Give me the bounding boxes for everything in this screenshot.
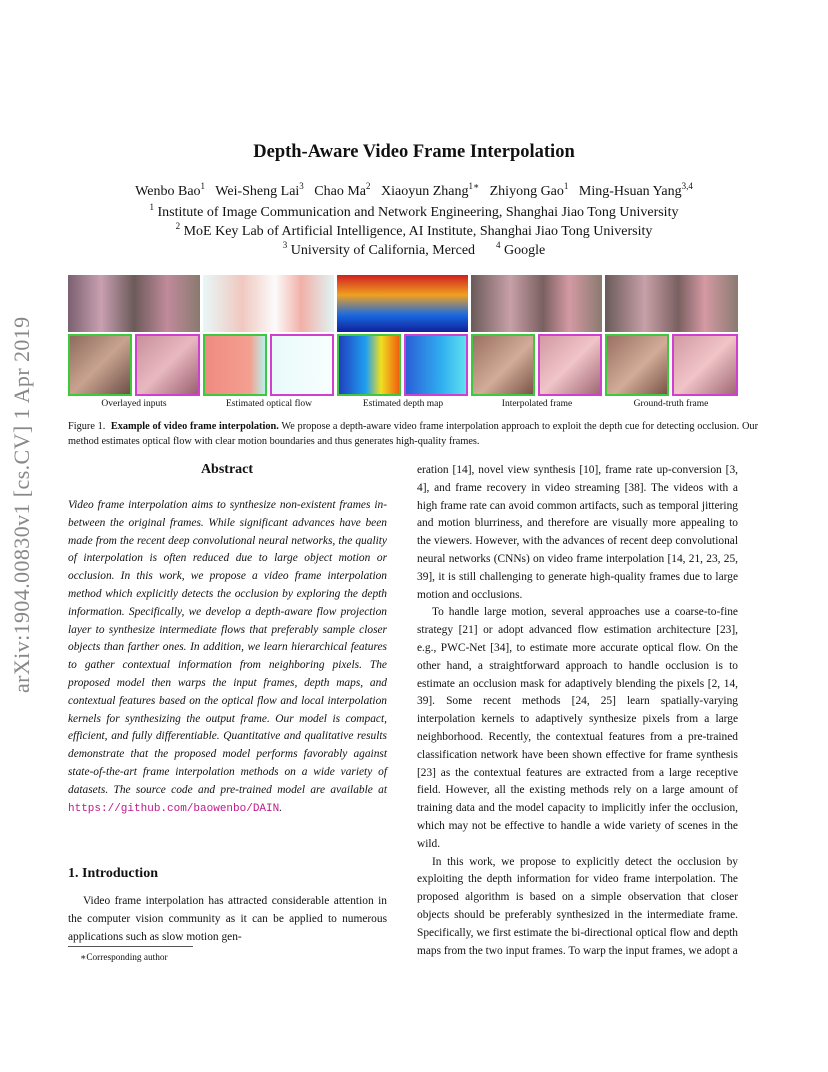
section-heading-introduction: 1. Introduction xyxy=(68,866,158,881)
depth-map-crop-2 xyxy=(404,334,468,396)
affiliation-1: $^1$ Institute of Image Communication and Network Engineering, Shanghai Jiao Tong University xyxy=(149,202,679,220)
abstract-heading: Abstract xyxy=(200,462,254,477)
ground-truth-frame-crop-2 xyxy=(672,334,738,396)
optical-flow-crop-1 xyxy=(203,334,267,396)
figure-label: Ground-truth frame xyxy=(633,399,709,409)
author: Zhiyong Gao xyxy=(489,184,564,199)
optical-flow-image xyxy=(203,275,334,332)
figure-label: Overlayed inputs xyxy=(101,399,167,409)
introduction-paragraph: Video frame interpolation has attracted considerable attention in the computer vision community as it can be applied to numerous applications such as slow motion gen- xyxy=(68,895,387,943)
overlayed-inputs-crop-1 xyxy=(68,334,132,396)
code-link[interactable]: https://github.com/baowenbo/DAIN xyxy=(68,802,280,815)
author: Wei-Sheng Lai xyxy=(215,184,300,199)
figure-label: Estimated depth map xyxy=(362,399,444,409)
footnote-rule xyxy=(68,946,193,947)
footnote: ∗Corresponding author xyxy=(80,953,168,963)
figure-caption: Figure 1. Example of video frame interpolation. We propose a depth-aware video frame interpolation approach to exploit the depth cue for detecting occlusion. Our method estimates optical flow with clear motion boundaries and thus generates high-quality frames. xyxy=(68,421,759,447)
ground-truth-frame-image xyxy=(605,275,738,332)
paper-title: Depth-Aware Video Frame Interpolation xyxy=(253,142,575,162)
author: Wenbo Bao xyxy=(135,184,201,199)
figure-label: Estimated optical flow xyxy=(225,399,312,409)
abstract-body: Video frame interpolation aims to synthesize non-existent frames in-between the original frames. While significant advances have been made from the recent deep convolutional neural networks, the quality of interpolation is often reduced due to large object motion or occlusion. In this work, we propose a video frame interpolation method which explicitly detects the occlusion by exploring the depth information. Specifically, we develop a depth-aware flow projection layer to synthesize intermediate flows that preferably sample closer objects than farther ones. In addition, we learn hierarchical features to gather contextual information from neighboring pixels. The proposed model then warps the input frames, depth maps, and contextual features based on the optical flow and local interpolation kernels for synthesizing the output frame. Our model is compact, efficient, and fully differentiable. Quantitative and qualitative results demonstrate that the proposed model performs favorably against state-of-the-art frame interpolation methods on a wide variety of datasets. The source code and pre-trained model are available at https://github.com/baowenbo/DAIN. xyxy=(68,499,387,815)
optical-flow-crop-2 xyxy=(270,334,334,396)
overlayed-inputs-image xyxy=(68,275,200,332)
figure-label: Interpolated frame xyxy=(501,399,573,409)
paragraph: eration [14], novel view synthesis [10], frame rate up-conversion [3, 4], and frame recovery in video streaming [38]. The videos with a high frame rate can avoid common artifacts, such as temporal jittering and motion blurriness, and therefore are visually more appealing to the viewers. However, with the advances of recent deep convolutional neural networks (CNNs) on video frame interpolation [14, 21, 23, 25, 39], it is still challenging to generate high-quality frames due to large motion and occlusions. xyxy=(417,464,738,601)
ground-truth-frame-crop-1 xyxy=(605,334,669,396)
author: Xiaoyun Zhang xyxy=(381,184,469,199)
interpolated-frame-image xyxy=(471,275,602,332)
affiliation-2: $^2$ MoE Key Lab of Artificial Intelligence, AI Institute, Shanghai Jiao Tong University xyxy=(175,221,653,239)
depth-map-image xyxy=(337,275,468,332)
author: Ming-Hsuan Yang xyxy=(578,184,682,199)
overlayed-inputs-crop-2 xyxy=(135,334,200,396)
affiliation-3-4: $^3$ University of California, Merced $^4$ Google xyxy=(282,240,546,258)
arxiv-stamp: arXiv:1904.00830v1 [cs.CV] 1 Apr 2019 xyxy=(9,316,34,693)
author-list: Wenbo Bao$^1$ Wei-Sheng Lai$^3$ Chao Ma$^2$ Xiaoyun Zhang$^{1∗}$ Zhiyong Gao$^1$ Ming-Hsuan Yang$^{3,4}$ xyxy=(135,181,693,199)
paragraph: To handle large motion, several approaches use a coarse-to-fine strategy [21] or adopt advanced flow estimation architecture [23], e.g., PWC-Net [34], to estimate more accurate optical flow. On the other hand, a straightforward approach to handle occlusion is to estimate an occlusion mask for adaptively blending the pixels [2, 14, 39]. Some recent methods [24, 25] learn spatially-varying interpolation kernels to adaptively synthesize pixels from a large neighborhood. Recently, the contextual features from a pre-trained classification network have been shown effective for frame synthesis [23] as the contextual features are extracted from a large receptive field. However, all the existing methods rely on a large amount of training data and the model capacity to implicitly infer the occlusion, which may not be effective to handle a wide variety of scenes in the wild. xyxy=(417,606,738,850)
depth-map-crop-1 xyxy=(337,334,401,396)
paragraph: In this work, we propose to explicitly detect the occlusion by exploiting the depth information for video frame interpolation. The proposed algorithm is based on a simple observation that closer objects should be preferably synthesized in the intermediate frame. Specifically, we first estimate the bi-directional optical flow and depth maps from the two input frames. To warp the input frames, we adopt a xyxy=(417,855,738,957)
right-column xyxy=(417,462,738,960)
interpolated-frame-crop-1 xyxy=(471,334,535,396)
author: Chao Ma xyxy=(314,184,367,199)
interpolated-frame-crop-2 xyxy=(538,334,602,396)
